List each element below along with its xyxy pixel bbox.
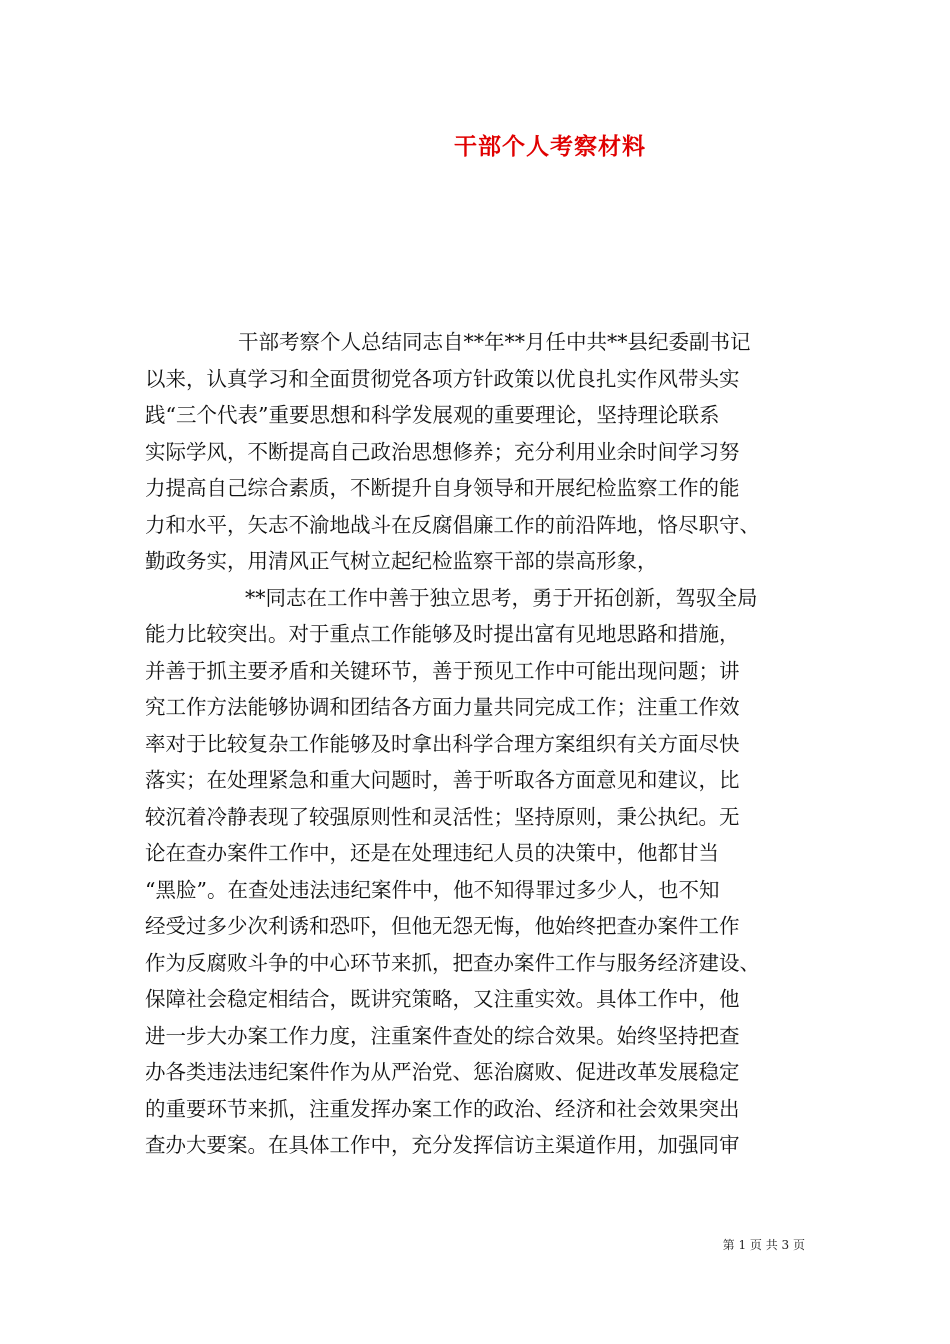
- paragraph-1: [145, 324, 807, 580]
- paragraph-line: 以来，认真学习和全面贯彻党各项方针政策以优良扎实作风带头实: [145, 366, 740, 391]
- paragraph-line: 查办大要案。在具体工作中，充分发挥信访主渠道作用，加强同审: [145, 1133, 740, 1157]
- paragraph-line: 并善于抓主要矛盾和关键环节，善于预见工作中可能出现问题；讲: [145, 658, 740, 683]
- paragraph-line: 论在查办案件工作中，还是在处理违纪人员的决策中，他都甘当: [145, 841, 719, 865]
- paragraph-line: 勤政务实，用清风正气树立起纪检监察干部的崇高形象，: [145, 549, 658, 573]
- paragraph-line: 力提高自己综合素质，不断提升自身领导和开展纪检监察工作的能: [145, 476, 740, 500]
- paragraph-line: 保障社会稳定相结合，既讲究策略，又注重实效。具体工作中，他: [145, 987, 740, 1011]
- paragraph-line: 落实；在处理紧急和重大问题时，善于听取各方面意见和建议，比: [145, 768, 740, 792]
- paragraph-line: 究工作方法能够协调和团结各方面力量共同完成工作；注重工作效: [145, 695, 740, 719]
- paragraph-line: 较沉着冷静表现了较强原则性和灵活性；坚持原则，秉公执纪。无: [145, 804, 740, 829]
- page-number-footer: 第 1 页 共 3 页: [722, 1238, 805, 1252]
- paragraph-line: 率对于比较复杂工作能够及时拿出科学合理方案组织有关方面尽快: [145, 731, 740, 756]
- paragraph-line: 作为反腐败斗争的中心环节来抓，把查办案件工作与服务经济建设、: [145, 950, 760, 975]
- document-title: 干部个人考察材料: [454, 133, 646, 160]
- paragraph-line: “黑脸”。在查处违法违纪案件中，他不知得罪过多少人，也不知: [145, 877, 720, 902]
- paragraph-line: 能力比较突出。对于重点工作能够及时提出富有见地思路和措施，: [145, 622, 740, 646]
- paragraph-line: 办各类违法违纪案件作为从严治党、惩治腐败、促进改革发展稳定: [145, 1060, 740, 1084]
- paragraph-line: 实际学风，不断提高自己政治思想修养；充分利用业余时间学习努: [145, 439, 740, 464]
- paragraph-line: 经受过多少次利诱和恐吓，但他无怨无悔，他始终把查办案件工作: [145, 914, 740, 938]
- paragraph-line: 践“三个代表”重要思想和科学发展观的重要理论，坚持理论联系: [145, 403, 720, 427]
- paragraph-line: 干部考察个人总结同志自**年**月任中共**县纪委副书记: [238, 330, 751, 354]
- paragraph-2: [145, 580, 807, 1164]
- document-body: [145, 324, 807, 1164]
- paragraph-line: 进一步大办案工作力度，注重案件查处的综合效果。始终坚持把查: [145, 1023, 740, 1048]
- paragraph-line: 的重要环节来抓，注重发挥办案工作的政治、经济和社会效果突出: [145, 1096, 740, 1121]
- paragraph-line: **同志在工作中善于独立思考，勇于开拓创新，驾驭全局: [245, 585, 758, 610]
- paragraph-line: 力和水平，矢志不渝地战斗在反腐倡廉工作的前沿阵地，恪尽职守、: [145, 512, 760, 537]
